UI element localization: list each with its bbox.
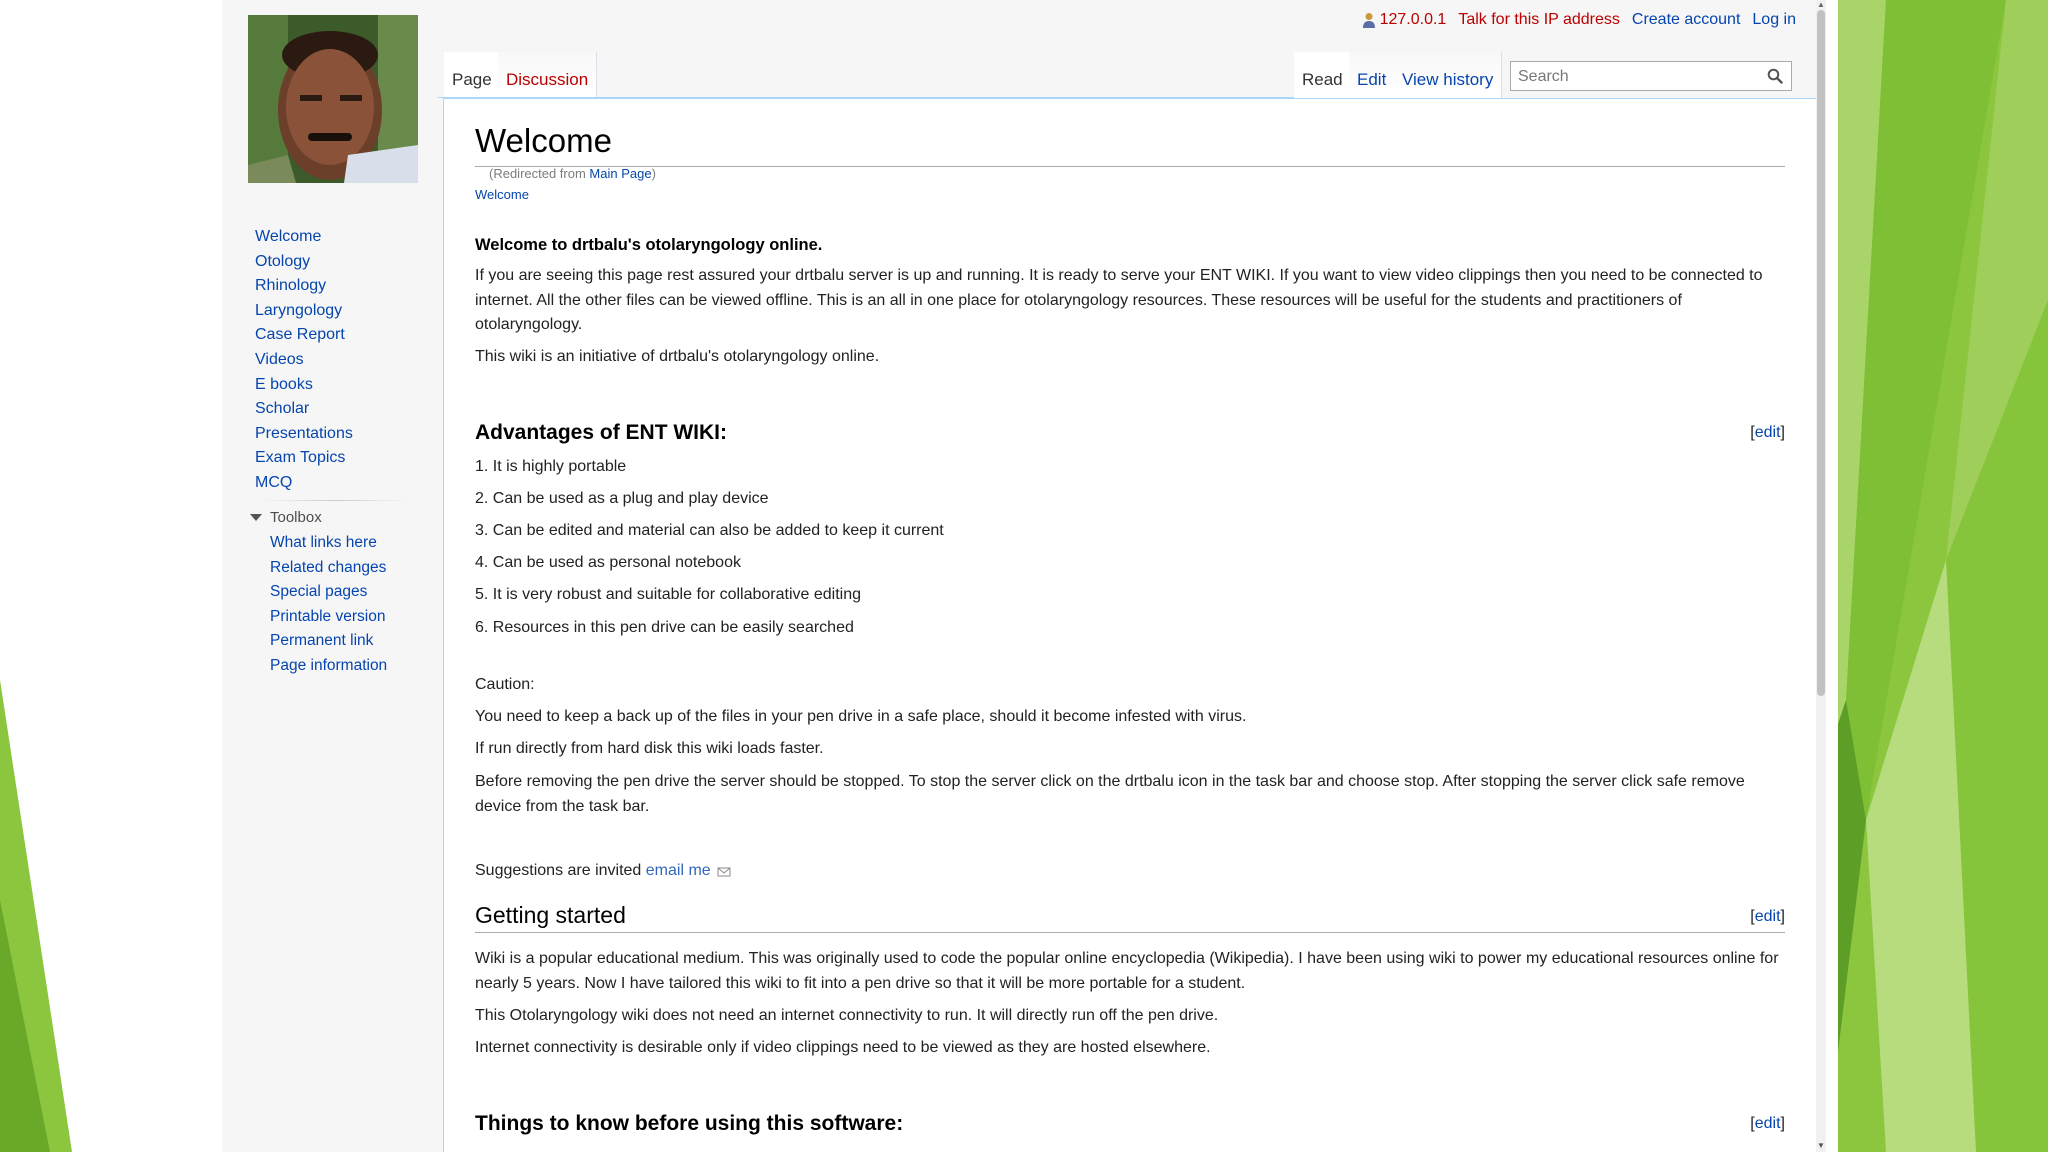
personal-tools <box>1362 10 1796 30</box>
sidebar-item-presentations[interactable]: Presentations <box>255 424 353 442</box>
section-heading-advantages <box>475 419 1785 447</box>
toolbox-permanent-link[interactable]: Permanent link <box>270 632 374 650</box>
slide-background-left <box>0 0 80 1152</box>
redirect-source-link[interactable]: Main Page <box>589 166 652 181</box>
list-item: 4. Can be used as personal notebook <box>475 554 741 571</box>
sidebar-item-laryngology[interactable]: Laryngology <box>255 301 343 319</box>
list-item: 6. Resources in this pen drive can be easily searched <box>475 619 854 636</box>
suggestions-line <box>475 859 1785 884</box>
scrollbar-thumb[interactable] <box>1817 10 1825 696</box>
user-icon <box>1362 12 1376 28</box>
create-account-link[interactable]: Create account <box>1631 11 1741 28</box>
redirect-notice <box>489 166 656 181</box>
tab-read[interactable]: Read <box>1294 52 1352 98</box>
toolbox-special-pages[interactable]: Special pages <box>270 583 368 601</box>
sidebar-divider <box>262 500 410 501</box>
list-item: 2. Can be used as a plug and play device <box>475 490 769 507</box>
section-heading-things-to-know <box>475 1110 1785 1138</box>
section-heading-text: Getting started <box>475 902 626 928</box>
list-item: 1. It is highly portable <box>475 458 627 475</box>
edit-section-things-to-know: [edit] <box>1750 1115 1785 1132</box>
intro-paragraph-1: If you are seeing this page rest assured your drtbalu server is up and running. It is ready to serve your ENT WIKI. If you want to view video clippings then you need to be connected to internet. All the other files can be viewed offline. This is an all in one place for otolaryngology resources. These resources will be useful for the students and practitioners of otolaryngology. <box>475 267 1763 333</box>
sidebar-navigation <box>255 225 435 496</box>
tab-page[interactable]: Page <box>444 52 501 98</box>
sidebar-item-e-books[interactable]: E books <box>255 375 313 393</box>
ip-address-link[interactable]: 127.0.0.1 <box>1379 11 1447 28</box>
edit-section-advantages: [edit] <box>1750 424 1785 441</box>
search-box <box>1510 61 1792 91</box>
toolbox-what-links-here[interactable]: What links here <box>270 534 377 551</box>
toolbox-related-changes[interactable]: Related changes <box>270 558 387 576</box>
edit-section-link[interactable]: edit <box>1754 908 1781 925</box>
search-input[interactable] <box>1516 63 1760 91</box>
email-me-link[interactable]: email me <box>645 862 711 879</box>
getting-started-paragraph-1: Wiki is a popular educational medium. This was originally used to code the popular online encyclopedia (Wikipedia). I have been using wiki to power my educational resources online for nearly 5 years. Now I have tailored this wiki to fit into a pen drive so that it will be more portable for a student. <box>475 950 1779 992</box>
log-in-link[interactable]: Log in <box>1752 11 1796 28</box>
sidebar-item-scholar[interactable]: Scholar <box>255 400 310 418</box>
toolbox-links <box>270 531 450 679</box>
caution-paragraph-3: Before removing the pen drive the server should be stopped. To stop the server click on the drtbalu icon in the task bar and choose stop. After stopping the server click safe remove device from the task bar. <box>475 773 1745 815</box>
redirect-prefix: (Redirected from <box>489 166 590 181</box>
scroll-up-arrow-icon[interactable]: ▲ <box>1817 0 1825 9</box>
caution-paragraph-2: If run directly from hard disk this wiki loads faster. <box>475 740 824 757</box>
toolbox-title: Toolbox <box>270 509 322 526</box>
search-icon[interactable] <box>1767 68 1783 84</box>
sidebar-item-welcome[interactable]: Welcome <box>255 228 322 245</box>
sidebar-item-otology[interactable]: Otology <box>255 252 311 270</box>
edit-section-link[interactable]: edit <box>1754 1115 1781 1132</box>
sidebar-item-rhinology[interactable]: Rhinology <box>255 277 327 295</box>
section-heading-text: Things to know before using this software: <box>475 1112 904 1135</box>
section-heading-getting-started <box>475 901 1785 933</box>
tab-discussion[interactable]: Discussion <box>498 52 597 98</box>
breadcrumb[interactable]: Welcome <box>475 187 529 202</box>
suggestions-text: Suggestions are invited <box>475 862 646 879</box>
edit-section-getting-started: [edit] <box>1750 908 1785 925</box>
getting-started-paragraph-3: Internet connectivity is desirable only if video clippings need to be viewed as they are hosted elsewhere. <box>475 1039 1211 1056</box>
page-title: Welcome <box>475 120 1785 167</box>
site-logo-photo[interactable] <box>248 15 418 183</box>
intro-heading: Welcome to drtbalu's otolaryngology online. <box>475 236 823 254</box>
getting-started-paragraph-2: This Otolaryngology wiki does not need an internet connectivity to run. It will directly run off the pen drive. <box>475 1007 1219 1024</box>
caution-paragraph-1: You need to keep a back up of the files in your pen drive in a safe place, should it become infested with virus. <box>475 708 1247 725</box>
sidebar-item-case-report[interactable]: Case Report <box>255 326 345 344</box>
edit-section-link[interactable]: edit <box>1754 424 1781 441</box>
intro-paragraph-2: This wiki is an initiative of drtbalu's otolaryngology online. <box>475 348 880 365</box>
tab-view-history[interactable]: View history <box>1394 52 1502 98</box>
slide-background-right <box>1826 0 2048 1152</box>
sidebar-item-videos[interactable]: Videos <box>255 350 304 368</box>
tab-edit[interactable]: Edit <box>1349 52 1395 98</box>
toolbox-toggle[interactable] <box>248 507 322 529</box>
talk-ip-link[interactable]: Talk for this IP address <box>1458 11 1620 28</box>
redirect-suffix: ) <box>651 166 656 181</box>
ip-user-item[interactable] <box>1362 11 1447 29</box>
list-item: 5. It is very robust and suitable for collaborative editing <box>475 586 861 603</box>
chevron-down-icon <box>250 514 262 521</box>
list-item: 3. Can be edited and material can also be added to keep it current <box>475 522 944 539</box>
mail-icon <box>717 865 731 877</box>
sidebar-item-exam-topics[interactable]: Exam Topics <box>255 449 346 467</box>
section-heading-text: Advantages of ENT WIKI: <box>475 421 728 444</box>
sidebar-item-mcq[interactable]: MCQ <box>255 473 293 491</box>
toolbox-page-information[interactable]: Page information <box>270 656 388 674</box>
scroll-down-arrow-icon[interactable]: ▼ <box>1817 1141 1825 1150</box>
toolbox-printable-version[interactable]: Printable version <box>270 607 386 625</box>
caution-label: Caution: <box>475 676 535 693</box>
